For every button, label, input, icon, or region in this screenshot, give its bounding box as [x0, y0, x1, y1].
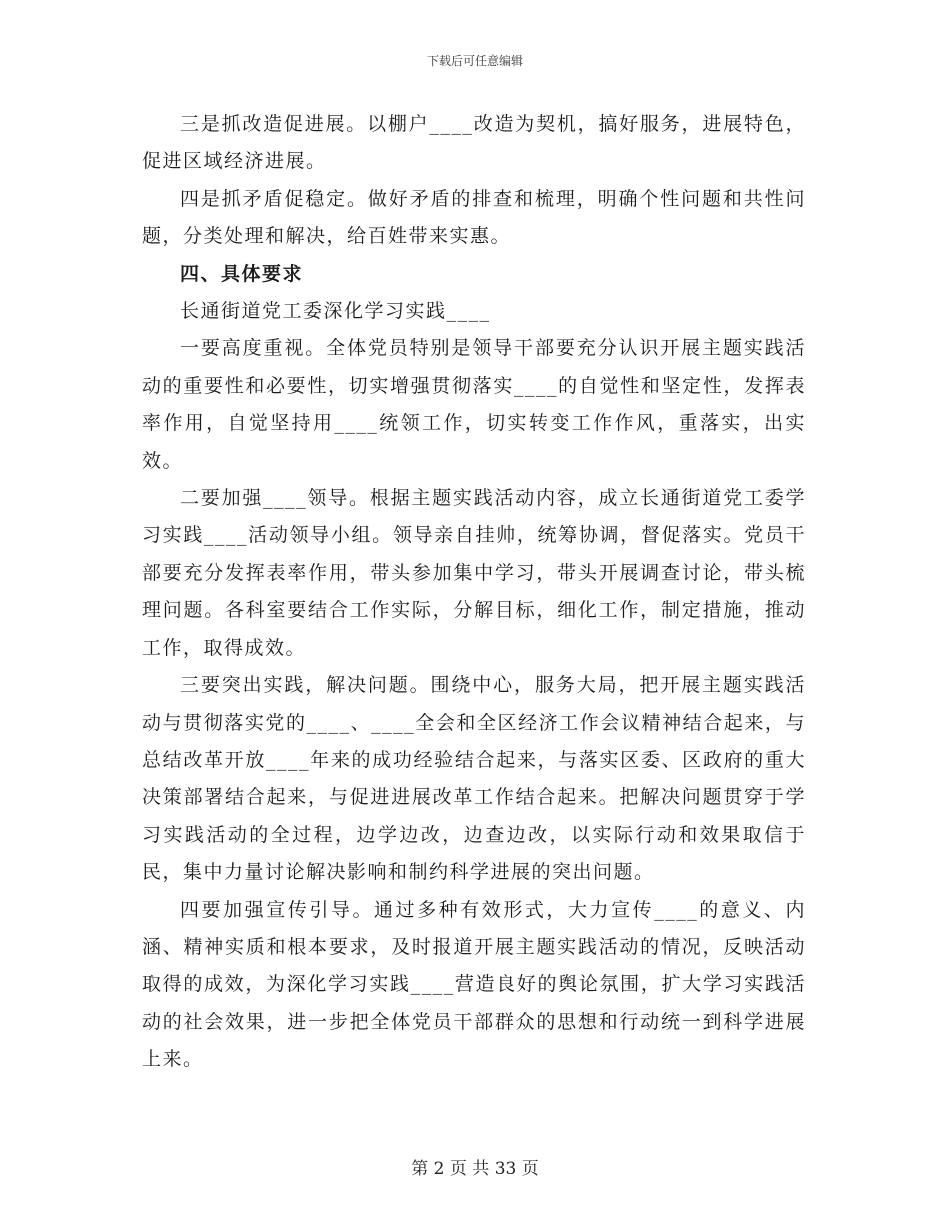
document-body [142, 106, 806, 1079]
paragraph-subtitle: 长通街道党工委深化学习实践____ [180, 300, 491, 323]
section-heading-requirements: 四、具体要求 [180, 262, 304, 285]
paragraph-reform-progress: 三是抓改造促进展。以棚户____改造为契机，搞好服务，进展特色，促进区域经济进展。 [142, 113, 806, 173]
paragraph-practice-solve-problems: 三要突出实践，解决问题。围绕中心，服务大局，把开展主题实践活动与贯彻落实党的____、____全会和全区经济工作会议精神结合起来，与总结改革开放____年来的成功经验结合起来，与落实区委、区政府的重大决策部署结合起来，与促进进展改革工作结合起来。把解决问题贯穿于学习实践活动的全过程，边学边改，边查边改，以实际行动和效果取信于民，集中力量讨论解决影响和制约科学进展的突出问题。 [142, 674, 806, 884]
paragraph-high-attention: 一要高度重视。全体党员特别是领导干部要充分认识开展主题实践活动的重要性和必要性，切实增强贯彻落实____的自觉性和坚定性，发挥表率作用，自觉坚持用____统领工作，切实转变工作作风，重落实，出实效。 [142, 337, 806, 472]
page-footer: 第 2 页 共 33 页 [411, 1159, 539, 1179]
page-header: 下载后可任意编辑 [426, 54, 523, 68]
paragraph-stability: 四是抓矛盾促稳定。做好矛盾的排查和梳理，明确个性问题和共性问题，分类处理和解决，给百姓带来实惠。 [142, 187, 806, 248]
paragraph-strengthen-leadership: 二要加强____领导。根据主题实践活动内容，成立长通街道党工委学习实践____活动领导小组。领导亲自挂帅，统筹协调，督促落实。党员干部要充分发挥表率作用，带头参加集中学习，带头开展调查讨论，带头梳理问题。各科室要结合工作实际，分解目标，细化工作，制定措施，推动工作，取得成效。 [142, 487, 806, 659]
paragraph-publicity-guidance: 四要加强宣传引导。通过多种有效形式，大力宣传____的意义、内涵、精神实质和根本要求，及时报道开展主题实践活动的情况，反映活动取得的成效，为深化学习实践____营造良好的舆论氛围，扩大学习实践活动的社会效果，进一步把全体党员干部群众的思想和行动统一到科学进展上来。 [142, 898, 806, 1071]
